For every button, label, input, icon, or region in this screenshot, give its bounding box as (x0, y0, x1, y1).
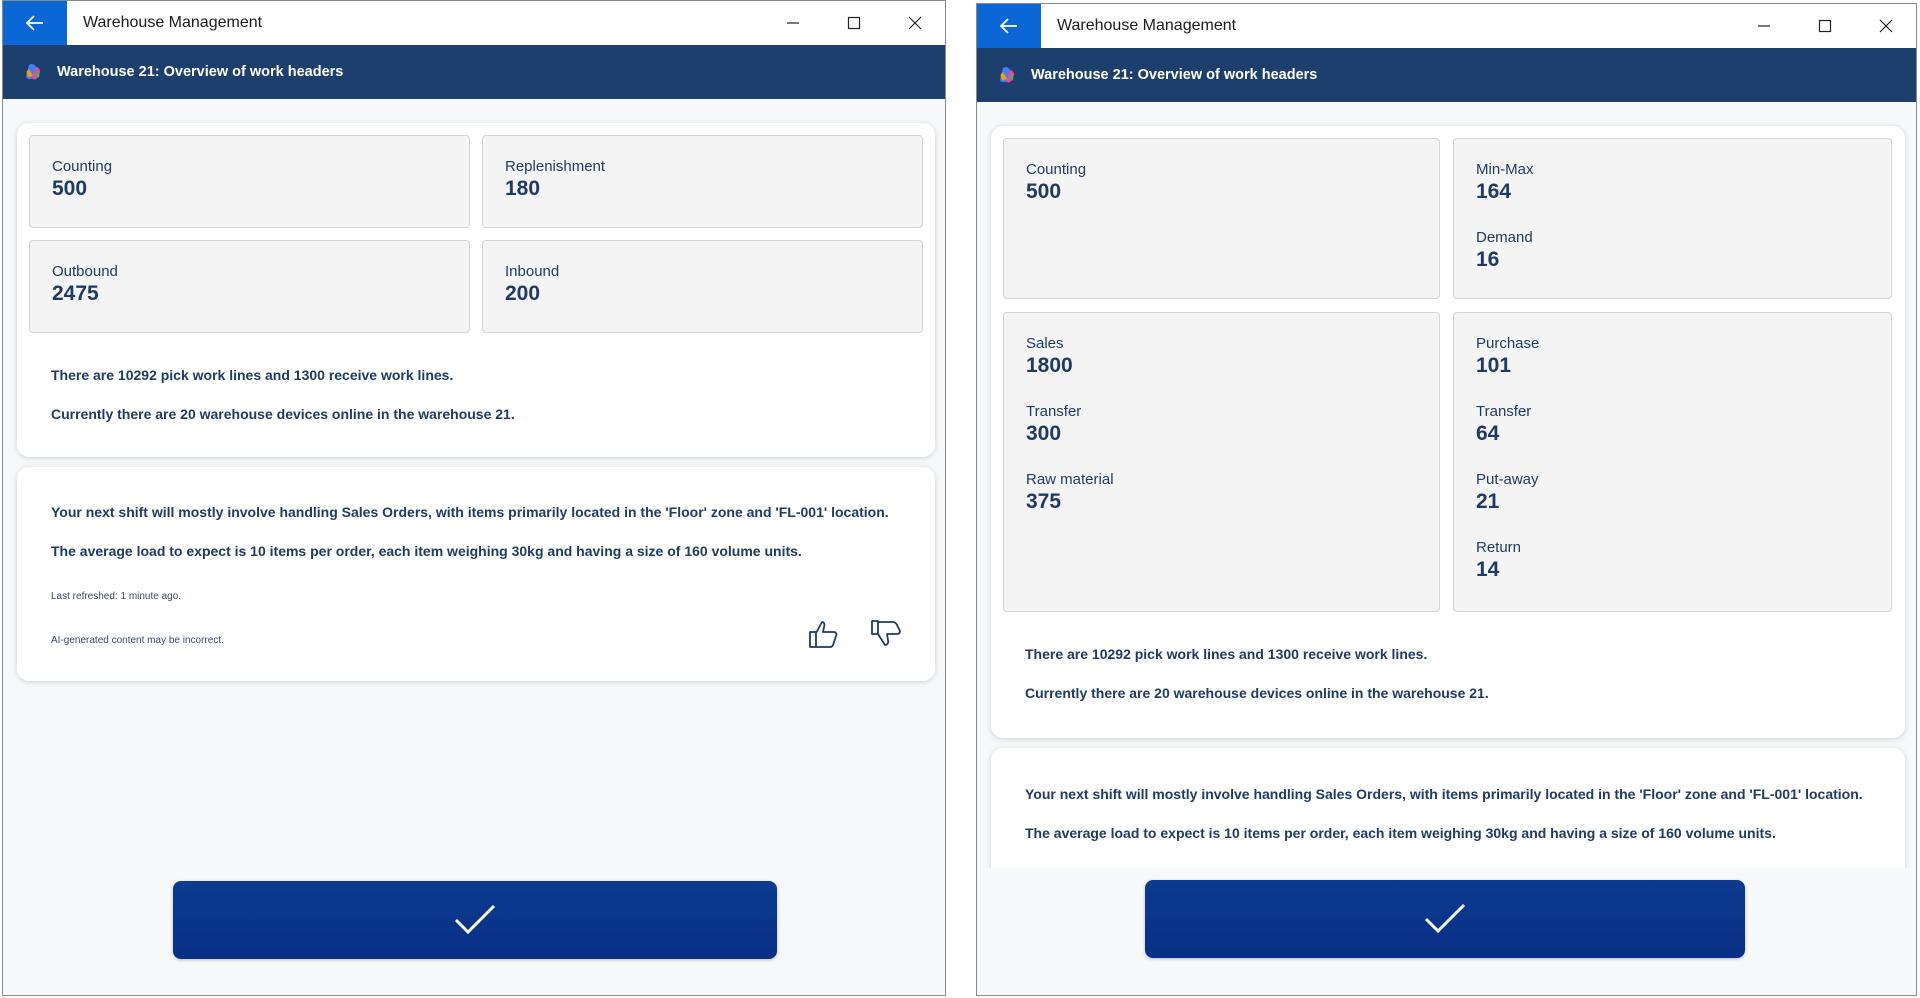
page-header (977, 48, 1916, 102)
metric-value: 180 (505, 177, 541, 200)
copilot-icon (23, 62, 43, 82)
minimize-button[interactable] (762, 1, 823, 45)
metric-label: Transfer (1026, 403, 1082, 420)
page-title: Warehouse 21: Overview of work headers (57, 64, 344, 80)
page-title: Warehouse 21: Overview of work headers (1031, 67, 1318, 83)
tile-replenishment[interactable] (482, 135, 923, 228)
content-area (3, 99, 945, 995)
metric-value: 500 (1026, 180, 1062, 203)
devices-online-summary: Currently there are 20 warehouse devices online in the warehouse 21. (1025, 685, 1489, 701)
title-bar (3, 1, 945, 45)
metric-value: 14 (1476, 558, 1500, 581)
shift-insight-line: Your next shift will mostly involve handling Sales Orders, with items primarily located in the 'Floor' zone and 'FL-001' location. (51, 504, 889, 520)
maximize-icon (847, 16, 861, 30)
tile-inbound[interactable] (482, 240, 923, 333)
overview-card (17, 123, 935, 457)
metric-label: Raw material (1026, 471, 1114, 488)
metric-label: Sales (1026, 335, 1064, 352)
minimize-icon (786, 16, 800, 30)
window-left (2, 0, 946, 996)
overview-card (991, 126, 1905, 738)
metric-label: Return (1476, 539, 1522, 556)
title-bar (977, 4, 1916, 48)
confirm-button[interactable] (173, 881, 777, 959)
metric-label: Put-away (1476, 471, 1539, 488)
maximize-button[interactable] (1794, 4, 1855, 48)
metric-label: Transfer (1476, 403, 1532, 420)
metric-label: Inbound (505, 263, 560, 280)
window-controls (762, 1, 945, 45)
close-button[interactable] (884, 1, 945, 45)
arrow-left-icon (26, 15, 44, 31)
thumbs-up-icon (808, 619, 840, 649)
metric-value: 16 (1476, 248, 1500, 271)
tile-inbound[interactable] (1453, 312, 1892, 612)
tile-replenishment[interactable] (1453, 138, 1892, 299)
app-title: Warehouse Management (1057, 17, 1237, 34)
last-refreshed: Last refreshed: 1 minute ago. (51, 591, 182, 602)
ai-disclaimer: AI-generated content may be incorrect. (51, 635, 224, 646)
app-title: Warehouse Management (83, 14, 263, 31)
maximize-button[interactable] (823, 1, 884, 45)
metric-label: Purchase (1476, 335, 1540, 352)
work-lines-summary: There are 10292 pick work lines and 1300 receive work lines. (1025, 646, 1428, 662)
maximize-icon (1818, 19, 1832, 33)
checkmark-icon (453, 903, 497, 937)
back-button[interactable] (977, 4, 1041, 48)
metric-value: 101 (1476, 354, 1512, 377)
confirm-button[interactable] (1145, 880, 1745, 958)
metric-value: 164 (1476, 180, 1512, 203)
thumbs-down-button[interactable] (869, 617, 903, 651)
metric-value: 200 (505, 282, 541, 305)
metric-label: Counting (52, 158, 113, 175)
metric-value: 375 (1026, 490, 1062, 513)
metric-value: 1800 (1026, 354, 1073, 377)
thumbs-down-icon (870, 619, 902, 649)
metric-value: 300 (1026, 422, 1062, 445)
thumbs-up-button[interactable] (807, 617, 841, 651)
close-icon (908, 16, 922, 30)
checkmark-icon (1423, 902, 1467, 936)
close-button[interactable] (1855, 4, 1916, 48)
metric-label: Replenishment (505, 158, 606, 175)
copilot-icon (997, 65, 1017, 85)
tile-counting[interactable] (29, 135, 470, 228)
metric-value: 500 (52, 177, 88, 200)
minimize-icon (1757, 19, 1771, 33)
metric-label: Outbound (52, 263, 118, 280)
load-insight-line: The average load to expect is 10 items per order, each item weighing 30kg and having a size of 160 volume units. (51, 543, 802, 559)
shift-insight-line: Your next shift will mostly involve handling Sales Orders, with items primarily located in the 'Floor' zone and 'FL-001' location. (1025, 786, 1863, 802)
metric-label: Demand (1476, 229, 1533, 246)
back-button[interactable] (3, 1, 67, 45)
metric-value: 2475 (52, 282, 99, 305)
page-header (3, 45, 945, 99)
window-right (976, 3, 1917, 996)
tile-counting[interactable] (1003, 138, 1440, 299)
content-area (977, 102, 1916, 995)
metric-value: 64 (1476, 422, 1500, 445)
load-insight-line: The average load to expect is 10 items per order, each item weighing 30kg and having a size of 160 volume units. (1025, 825, 1776, 841)
metric-value: 21 (1476, 490, 1500, 513)
tile-outbound[interactable] (1003, 312, 1440, 612)
tile-outbound[interactable] (29, 240, 470, 333)
minimize-button[interactable] (1733, 4, 1794, 48)
work-lines-summary: There are 10292 pick work lines and 1300 receive work lines. (51, 367, 454, 383)
metric-label: Min-Max (1476, 161, 1534, 178)
devices-online-summary: Currently there are 20 warehouse devices online in the warehouse 21. (51, 406, 515, 422)
window-controls (1733, 4, 1916, 48)
arrow-left-icon (1000, 18, 1018, 34)
close-icon (1879, 19, 1893, 33)
metric-label: Counting (1026, 161, 1087, 178)
shift-insight-card (17, 467, 935, 681)
